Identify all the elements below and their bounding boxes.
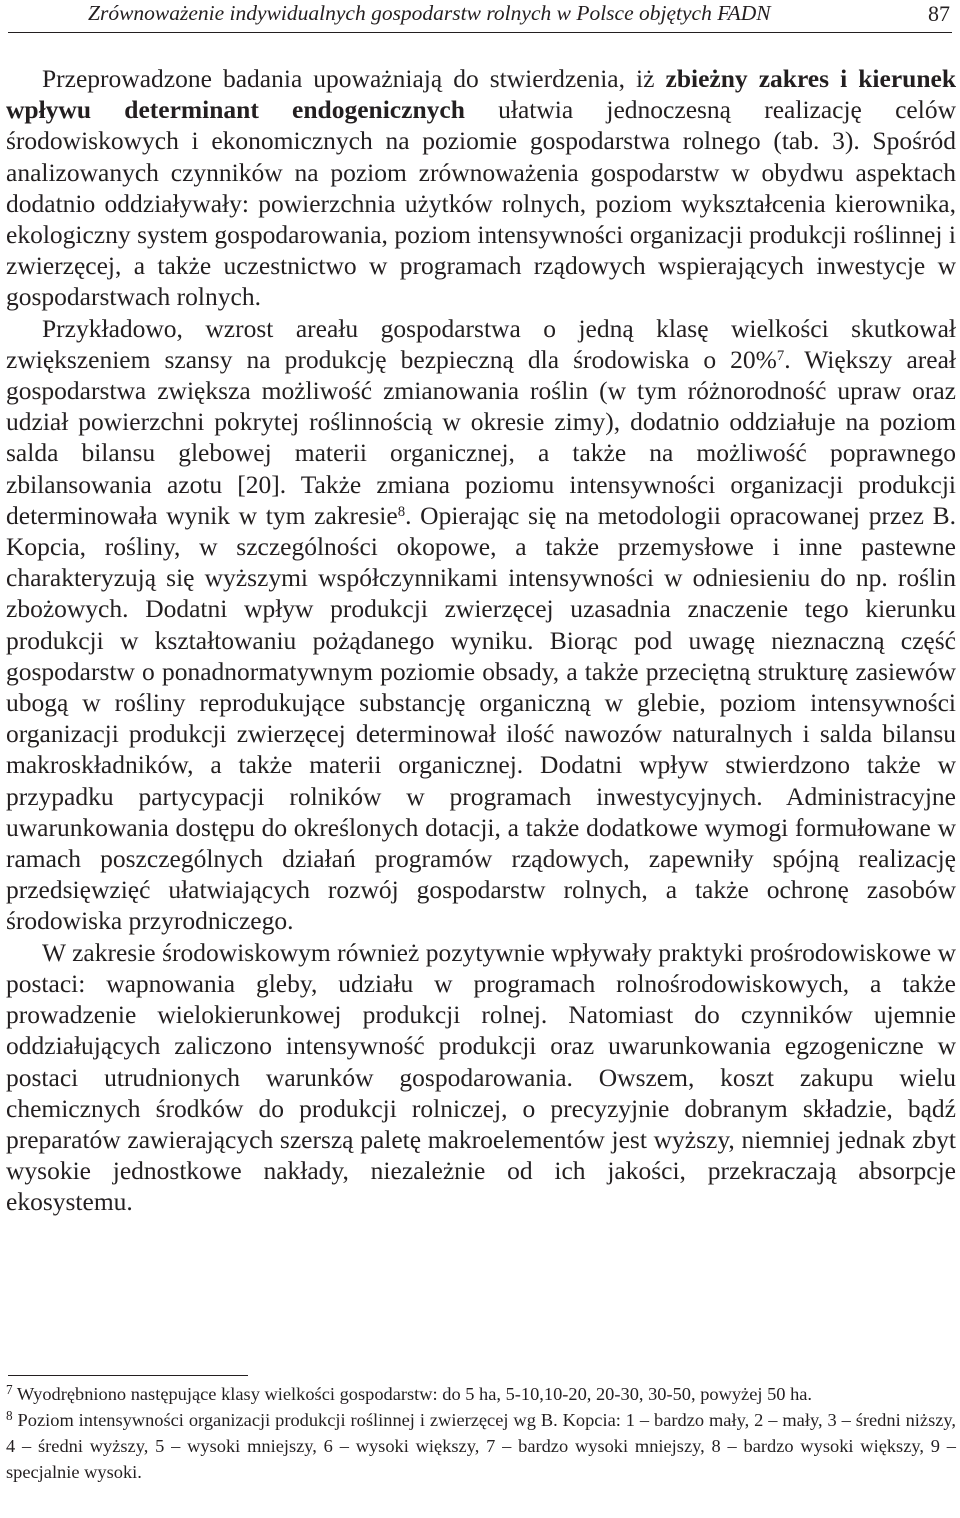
paragraph-3: W zakresie środowiskowym również pozytywnie wpływały praktyki prośrodowiskowe w postaci: wapnowania gleby, udziału w programach rolnośrodowiskowych, a także prowadzenie wielokierunkowej produkcji rolnej. Natomiast do czynników ujemnie oddziałujących zaliczono intensywność produkcji oraz uwarunkowania egzogeniczne w postaci utrudnionych warunków gospodarowania. Owszem, koszt zakupu wielu chemicznych środków do produkcji rolniczej, o precyzyjnie dobranym składzie, bądź preparatów zawierających szerszą paletę makroelementów jest wyższy, niemniej jednak zbyt wysokie jednostkowe nakłady, niezależnie od ich jakości, przekraczają absorpcje ekosystemu. (6, 937, 956, 1217)
main-text (6, 63, 956, 1218)
footnote-8-mark: 8 (6, 1408, 13, 1424)
paragraph-1-bold-phrase: zbieżny zakres i kierunek wpływu determinant endogenicznych (6, 64, 956, 125)
paragraph-1-text-b: ułatwia jednoczesną realizację celów środowiskowych i ekonomicznych na poziomie gospodarstwa rolnego (tab. 3). Spośród analizowanych czynników na poziom zrównoważenia gospodarstw w obydwu aspektach dodatnio oddziaływały: powierzchnia użytków rolnych, poziom wykształcenia kierownika, ekologiczny system gospodarowania, poziom intensywności organizacji produkcji roślinnej i zwierzęcej, a także uczestnictwo w programach rządowych wspierających inwestycje w gospodarstwach rolnych. (6, 95, 956, 312)
running-title: Zrównoważenie indywidualnych gospodarstw rolnych w Polsce objętych FADN (88, 1, 771, 25)
footnote-ref-7: 7 (776, 347, 785, 364)
footnote-7-text: Wyodrębniono następujące klasy wielkości gospodarstw: do 5 ha, 5-10,10-20, 20-30, 30-50, powyżej 50 ha. (12, 1384, 813, 1404)
paragraph-2-text-b: . Większy areał gospodarstwa zwiększa możliwość zmianowania roślin (w tym różnorodność upraw oraz udział powierzchni pokrytej roślinnością w okresie zimy), dodatnio oddziałuje na poziom salda bilansu glebowej materii organicznej, a także na możliwość poprawnego zbilansowania azotu [20]. Także zmiana poziomu intensywności organizacji produkcji determinowała wynik w tym zakresie (6, 344, 956, 530)
footnote-ref-8: 8 (397, 503, 406, 520)
footnotes (6, 1381, 956, 1485)
footnote-8-text: Poziom intensywności organizacji produkcji roślinnej i zwierzęcej wg B. Kopcia: 1 – bardzo mały, 2 – mały, 3 – średni niższy, 4 – średni wyższy, 5 – wysoki mniejszy, 6 – wysoki większy, 7 – bardzo wysoki mniejszy, 8 – bardzo wysoki większy, 9 – specjalnie wysoki. (6, 1410, 956, 1482)
page-number: 87 (928, 1, 950, 26)
footnote-divider (8, 1375, 248, 1376)
footnote-8 (6, 1407, 956, 1485)
footnote-7 (6, 1381, 956, 1407)
paragraph-2 (6, 313, 956, 937)
paragraph-1 (6, 63, 956, 313)
paragraph-2-text-a: Przykładowo, wzrost areału gospodarstwa o jedną klasę wielkości skutkował zwiększeniem szansy na produkcję bezpieczną dla środowiska o 20% (6, 313, 956, 374)
footnote-7-mark: 7 (6, 1382, 13, 1398)
running-header (8, 0, 952, 33)
paragraph-2-text-c: . Opierając się na metodologii opracowanej przez B. Kopcia, rośliny, w szczególności okopowe, a także przemysłowe i inne pastewne charakteryzują się wyższymi współczynnikami intensywności w odniesieniu do np. roślin zbożowych. Dodatni wpływ produkcji zwierzęcej uzasadnia znaczenie tego kierunku produkcji w kształtowaniu pożądanego wyniku. Biorąc pod uwagę nieznaczną część gospodarstw o ponadnormatywnym poziomie obsady, a także przeciętną strukturę zasiewów ubogą w rośliny reprodukujące substancję organiczną w glebie, poziom intensywności organizacji produkcji zwierzęcej determinował ilość nawozów naturalnych i salda bilansu makroskładników, a także materii organicznej. Dodatni wpływ stwierdzono także w przypadku partycypacji rolników w programach inwestycyjnych. Administracyjne uwarunkowania dostępu do określonych dotacji, a także dodatkowe wymogi formułowane w ramach poszczególnych działań programów rządowych, zapewniły spójną realizację przedsięwzięć ułatwiających rozwój gospodarstw rolnych, a także ochronę zasobów środowiska przyrodniczego. (6, 500, 956, 936)
paragraph-1-text-a: Przeprowadzone badania upoważniają do stwierdzenia, iż (42, 64, 666, 93)
